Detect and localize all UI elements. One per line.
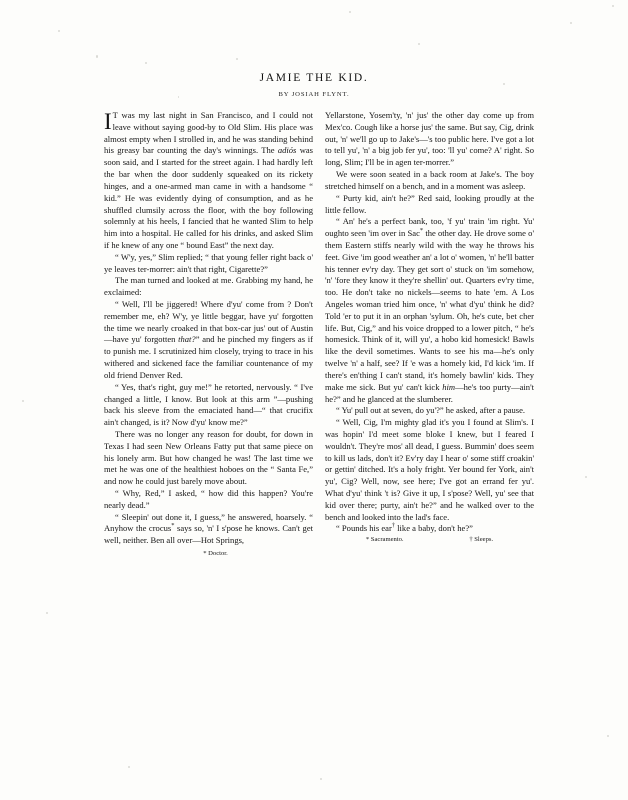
page-title: JAMIE THE KID. [259, 72, 369, 84]
paragraph: The man turned and looked at me. Grabbing my hand, he exclaimed: [104, 275, 313, 298]
byline: BY JOSIAH FLYNT. [278, 91, 350, 98]
paragraph: “ Well, Cig, I'm mighty glad it's you I found at Slim's. I was hopin' I'd meet some bloke I knew, but I feared I wouldn't. They're mos' all dead, I guess. Bummin' does seem to kill us lads, don't it? Ev'ry day I hear o' some stiff croakin' or gettin' ditched. It's a holy fright. Yer bound fer York, ain't yu', Cig? Well, now, see here; I've got an errand fer yu'. What d'yu' think 't is? Give it up, I s'pose? Well, yu' see that kid over there; purty, ain't he?” and he walked over to the bench and looked into the lad's face. [325, 417, 534, 522]
paragraph: “ Yes, that's right, guy me!” he retorted, nervously. “ I've changed a little, I know. But look at this arm ”—pushing back his sleeve from the emaciated hand—“ that crucifix ain't changed, is it? Now d'yu' know me?” [104, 381, 313, 428]
footnote-area-left [104, 547, 313, 558]
drop-cap-initial: I [104, 109, 112, 134]
footnote-doctor: * Doctor. [203, 549, 228, 557]
footnote-area-right [325, 535, 534, 544]
footnote-sleeps: † Sleeps. [469, 536, 494, 544]
paragraph: We were soon seated in a back room at Jake's. The boy stretched himself on a bench, and in a moment was asleep. [325, 169, 534, 191]
column-left [104, 110, 313, 558]
paragraph: “ Why, Red,” I asked, “ how did this happen? You're nearly dead.” [104, 488, 313, 510]
footnote-sacramento: * Sacramento. [365, 536, 404, 544]
article-body [104, 110, 534, 558]
paragraph: “ Pounds his ear† like a baby, don't he?” [336, 522, 473, 534]
paragraph [104, 110, 313, 252]
paragraph: “ An' he's a perfect bank, too, 'f yu' train 'im right. Yu' oughto seen 'im over in Sac* the other day. He drove some o' them Eastern stiffs nearly wild with the way he throws his feet. Give 'im good weather an' a lot o' women, 'n' he'll batter his tenner ev'ry day. They get sort o' stuck on 'im somehow, 'n' 'fore they know it they're shellin' out. Quarters ev'ry time, too. He don't take no nickels—seems to hate 'em. A Los Angeles woman tried him once, 'n' what d'yu' think he did? Told 'er to put it in an orphan 'sylum. Oh, he's cute, bet cher life. But, Cig,” and his voice dropped to a lower pitch, “ he's homesick. Think of it, will yu', a hobo kid homesick! Bawls like the devil sometimes. Wants to see his ma—he's only twelve 'n' a half, see? If 'e was a homely kid, I'd kick 'im. If there's en'thing I can't stand, it's homely bawlin' kids. They make me sick. But yu' can't kick him—he's too purty—ain't he?” and he glanced at the slumberer. [325, 216, 534, 404]
paragraph: There was no longer any reason for doubt, for down in Texas I had seen New Orleans Fatty put that same piece on his lonely arm. But how changed he was! The last time we met he was one of the healthiest hoboes on the “ Santa Fe,” and now he could just barely move about. [104, 428, 313, 487]
column-right [325, 110, 534, 544]
footnote-marker: * [419, 227, 424, 235]
masthead [0, 72, 628, 98]
footnote-marker: † [391, 522, 396, 530]
paragraph-text: T was my last night in San Francisco, and I could not leave without saying good-by to Old Slim. His place was almost empty when I strolled in, and he was standing behind his greasy bar counting the day's winnings. The adiós was soon said, and I started for the street again. I had hardly left the bar when the door suddenly squeaked on its rickety hinges, and a one-armed man came in with a handsome “ kid.” He was evidently dying of consumption, and as he shuffled clumsily across the floor, with the boy following solemnly at his heels, I fancied that he wanted Slim to help him into a hospital. He called for his drinks, and asked Slim if he knew of any one “ bound East” the next day. [104, 110, 313, 250]
paragraph: “ W'y, yes,” Slim replied; “ that young feller right back o' ye leaves ter-morrer: ain't that right, Cigarette?” [104, 251, 313, 274]
paragraph: “ Yu' pull out at seven, do yu'?” he asked, after a pause. [336, 405, 526, 416]
paragraph: “ Sleepin' out done it, I guess,” he answered, hoarsely. “ Anyhow the crocus* says so, 'n' I s'pose he knows. Can't get well, neither. Ben all over—Hot Springs, [104, 511, 313, 546]
paragraph: “ Purty kid, ain't he?” Red said, looking proudly at the little fellow. [325, 192, 534, 215]
paragraph: “ Well, I'll be jiggered! Where d'yu' come from ? Don't remember me, eh? W'y, ye little beggar, have yu' forgotten the time we nearly croaked in that box-car jus' out of Austin—have yu' forgotten that?” and he pinched my fingers as if to punish me. I scrutinized him closely, trying to trace in his withered and sickened face the familiar countenance of my old friend Denver Red. [104, 299, 313, 380]
paragraph: Yellarstone, Yosem'ty, 'n' jus' the other day come up from Mex'co. Cough like a horse jus' the same. But say, Cig, drink out, 'n' we'll go up to Jake's—'s too public here. I've got a lot to tell yu', 'n' a big job fer yu', too: 'll yu' come? A' right. So long, Slim; I'll be in agen ter-morrer.” [325, 110, 534, 168]
footnote-marker: * [171, 522, 175, 530]
